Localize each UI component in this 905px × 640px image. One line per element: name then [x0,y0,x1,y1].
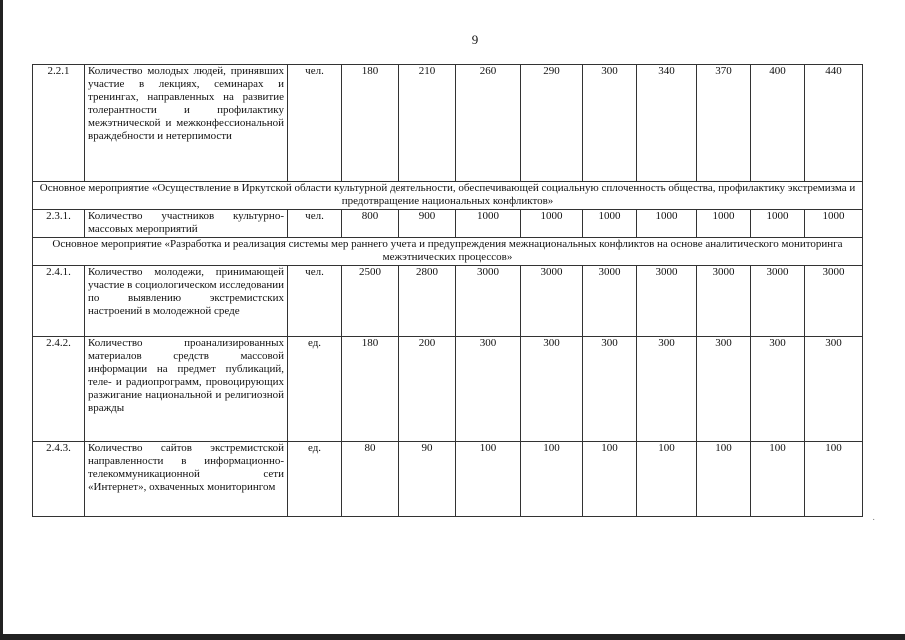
page-number: 9 [471,32,479,47]
unit-cell: чел. [288,65,342,182]
unit-cell: ед. [288,337,342,442]
value-cell: 3000 [583,266,637,337]
unit-cell: ед. [288,442,342,517]
table-row [33,65,863,182]
indicator-name: Количество молодежи, принимающей участие в социологическом исследовании по выявлению экстремистских настроений в молодежной среде [85,266,288,337]
value-cell: 100 [697,442,751,517]
value-cell: 1000 [637,210,697,238]
value-cell: 3000 [456,266,521,337]
table-row [33,266,863,337]
value-cell: 100 [637,442,697,517]
section-row [33,182,863,210]
value-cell: 340 [637,65,697,182]
unit-cell: чел. [288,210,342,238]
value-cell: 1000 [697,210,751,238]
indicator-name: Количество сайтов экстремистской направленности в информационно-телекоммуникационной сети «Интернет», охваченных мониторингом [85,442,288,517]
value-cell: 1000 [521,210,583,238]
value-cell: 2500 [342,266,399,337]
value-cell: 180 [342,337,399,442]
indicator-name: Количество участников культурно-массовых мероприятий [85,210,288,238]
value-cell: 200 [399,337,456,442]
scan-left-edge [0,0,3,640]
value-cell: 3000 [697,266,751,337]
scan-bottom-edge [0,634,905,640]
value-cell: 300 [637,337,697,442]
value-cell: 1000 [583,210,637,238]
value-cell: 300 [805,337,863,442]
value-cell: 210 [399,65,456,182]
indicator-name: Количество молодых людей, принявших участие в лекциях, семинарах и тренингах, направленных на развитие толерантности и профилактику межэтнической и межконфессиональной враждебности и нетерпимости [85,65,288,182]
section-heading: Основное мероприятие «Разработка и реализация системы мер раннего учета и предупреждения межнациональных конфликтов на основе аналитического мониторинга межэтнических процессов» [33,238,863,266]
value-cell: 300 [583,65,637,182]
value-cell: 300 [583,337,637,442]
value-cell: 300 [697,337,751,442]
scan-speck: ˙ [872,518,876,529]
value-cell: 1000 [456,210,521,238]
value-cell: 3000 [521,266,583,337]
value-cell: 100 [521,442,583,517]
value-cell: 3000 [637,266,697,337]
value-cell: 100 [751,442,805,517]
value-cell: 100 [583,442,637,517]
value-cell: 180 [342,65,399,182]
indicator-name: Количество проанализированных материалов средств массовой информации на предмет публикаций, теле- и радиопрограмм, провоцирующих разжигание национальной и религиозной вражды [85,337,288,442]
section-heading: Основное мероприятие «Осуществление в Иркутской области культурной деятельности, обеспечивающей социальную сплоченность общества, профилактику экстремизма и предотвращение национальных конфликтов» [33,182,863,210]
value-cell: 400 [751,65,805,182]
value-cell: 300 [521,337,583,442]
value-cell: 3000 [751,266,805,337]
indicators-table [32,64,863,517]
row-number: 2.2.1 [33,65,85,182]
section-row [33,238,863,266]
row-number: 2.4.2. [33,337,85,442]
value-cell: 440 [805,65,863,182]
value-cell: 300 [751,337,805,442]
value-cell: 800 [342,210,399,238]
row-number: 2.3.1. [33,210,85,238]
table-row [33,337,863,442]
value-cell: 1000 [751,210,805,238]
value-cell: 1000 [805,210,863,238]
value-cell: 370 [697,65,751,182]
value-cell: 900 [399,210,456,238]
value-cell: 290 [521,65,583,182]
value-cell: 300 [456,337,521,442]
row-number: 2.4.1. [33,266,85,337]
row-number: 2.4.3. [33,442,85,517]
value-cell: 260 [456,65,521,182]
table-row [33,442,863,517]
value-cell: 80 [342,442,399,517]
unit-cell: чел. [288,266,342,337]
value-cell: 100 [805,442,863,517]
table-row [33,210,863,238]
value-cell: 3000 [805,266,863,337]
value-cell: 2800 [399,266,456,337]
value-cell: 90 [399,442,456,517]
value-cell: 100 [456,442,521,517]
